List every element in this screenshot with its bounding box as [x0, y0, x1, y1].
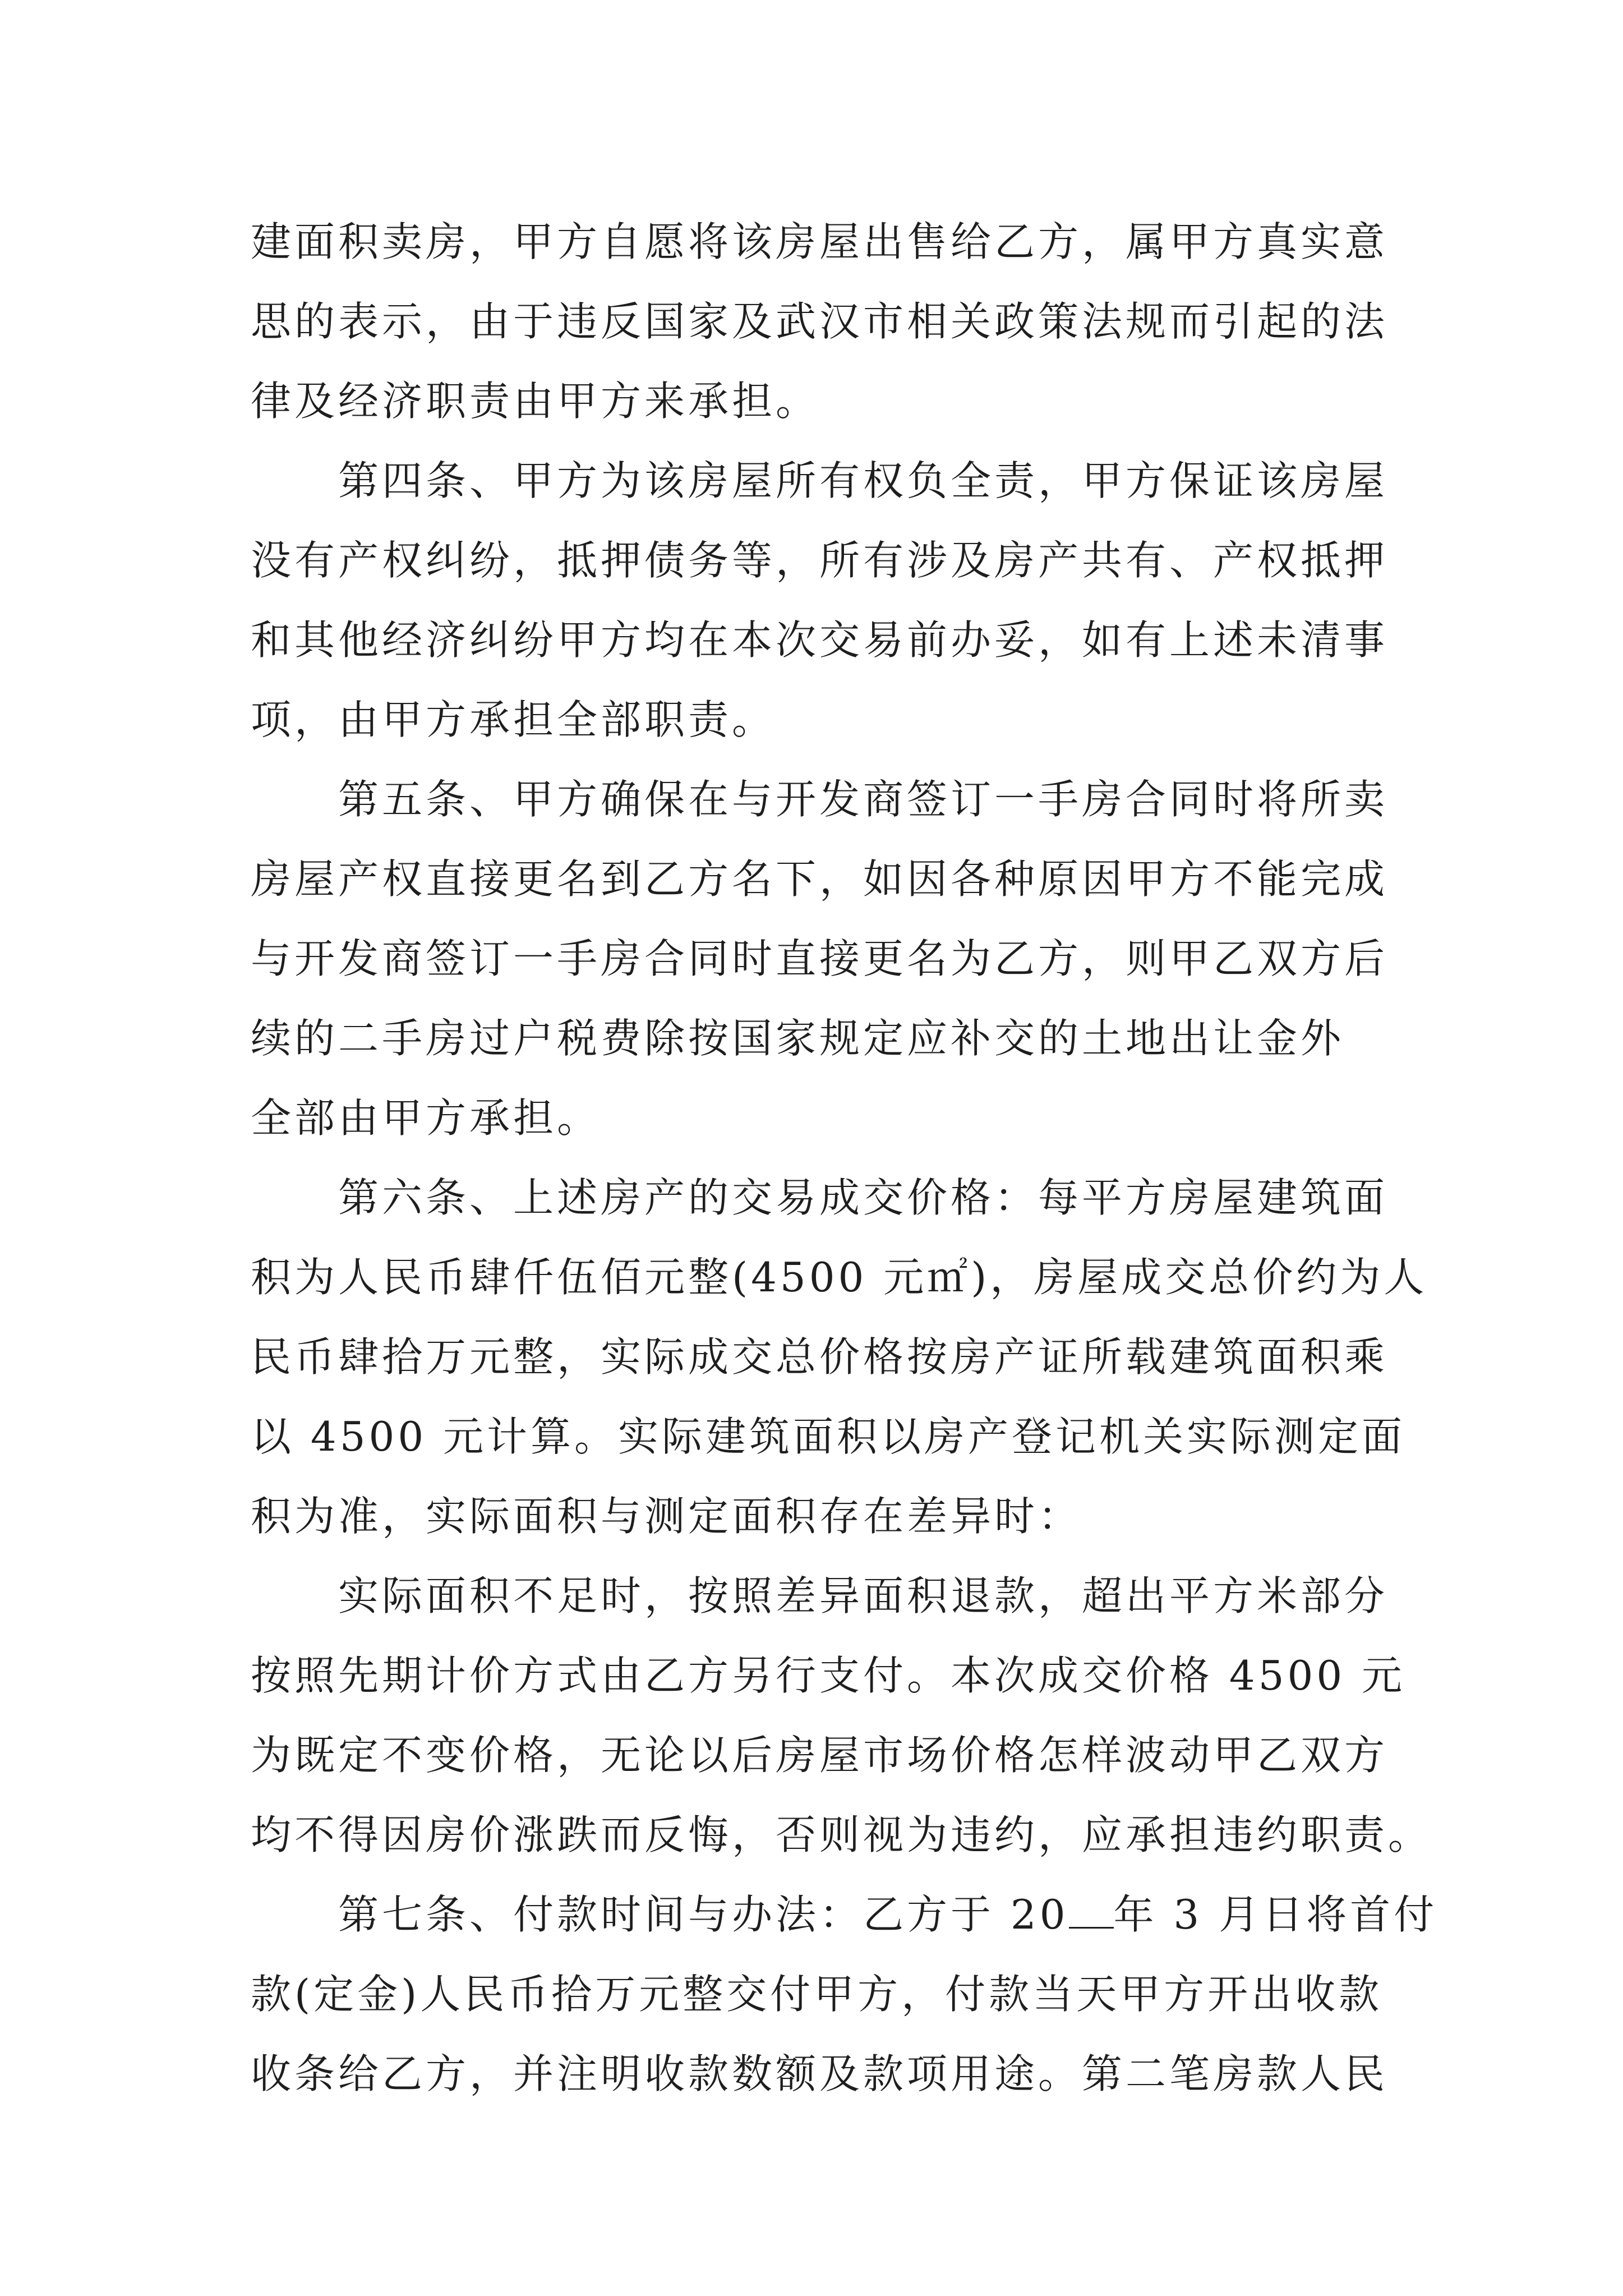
text-line: 第五条、甲方确保在与开发商签订一手房合同时将所卖	[338, 776, 1389, 823]
text-line: 积为人民币肆仟伍佰元整(4500 元㎡)，房屋成交总价约为人	[251, 1254, 1428, 1301]
paragraph-article-7	[251, 1875, 1438, 2114]
text-line: 项，由甲方承担全部职责。	[251, 696, 776, 743]
text-line: 均不得因房价涨跌而反悔，否则视为违约，应承担违约职责。	[251, 1811, 1432, 1858]
text-line: 收条给乙方，并注明收款数额及款项用途。第二笔房款人民	[251, 2050, 1389, 2097]
year-blank-underline	[1069, 1893, 1114, 1929]
text-segment: 年 3 月日将首付	[1113, 1891, 1438, 1938]
paragraph-article-4	[251, 441, 1389, 760]
text-line: 续的二手房过户税费除按国家规定应补交的土地出让金外	[251, 1015, 1345, 1062]
text-line: 为既定不变价格，无论以后房屋市场价格怎样波动甲乙双方	[251, 1732, 1389, 1779]
text-line: 没有产权纠纷，抵押债务等，所有涉及房产共有、产权抵押	[251, 537, 1389, 584]
paragraph-article-6	[251, 1158, 1428, 1556]
paragraph-article-5	[251, 760, 1389, 1158]
text-line: 房屋产权直接更名到乙方名下，如因各种原因甲方不能完成	[251, 855, 1389, 903]
text-line: 按照先期计价方式由乙方另行支付。本次成交价格 4500 元	[251, 1652, 1406, 1699]
text-line	[251, 1875, 1438, 1954]
paragraph-area-difference	[251, 1556, 1432, 1875]
text-segment: 第七条、付款时间与办法：乙方于 20	[338, 1891, 1069, 1938]
text-line: 积为准，实际面积与测定面积存在差异时：	[251, 1493, 1082, 1540]
text-line: 律及经济职责由甲方来承担。	[251, 378, 820, 425]
text-line: 建面积卖房，甲方自愿将该房屋出售给乙方，属甲方真实意	[251, 218, 1389, 265]
paragraph-area-clause-continuation	[251, 202, 1389, 441]
text-line: 第四条、甲方为该房屋所有权负全责，甲方保证该房屋	[338, 457, 1389, 504]
contract-body	[251, 202, 1438, 2114]
text-line: 思的表示，由于违反国家及武汉市相关政策法规而引起的法	[251, 298, 1389, 345]
text-line: 与开发商签订一手房合同时直接更名为乙方，则甲乙双方后	[251, 935, 1389, 982]
text-line: 全部由甲方承担。	[251, 1094, 601, 1142]
text-line: 和其他经济纠纷甲方均在本次交易前办妥，如有上述未清事	[251, 616, 1389, 664]
text-line: 第六条、上述房产的交易成交价格：每平方房屋建筑面	[338, 1174, 1389, 1221]
text-line: 民币肆拾万元整，实际成交总价格按房产证所载建筑面积乘	[251, 1333, 1389, 1381]
text-line: 实际面积不足时，按照差异面积退款，超出平方米部分	[338, 1572, 1389, 1619]
text-line: 款(定金)人民币拾万元整交付甲方，付款当天甲方开出收款	[251, 1971, 1383, 2018]
text-line: 以 4500 元计算。实际建筑面积以房产登记机关实际测定面	[251, 1413, 1406, 1460]
